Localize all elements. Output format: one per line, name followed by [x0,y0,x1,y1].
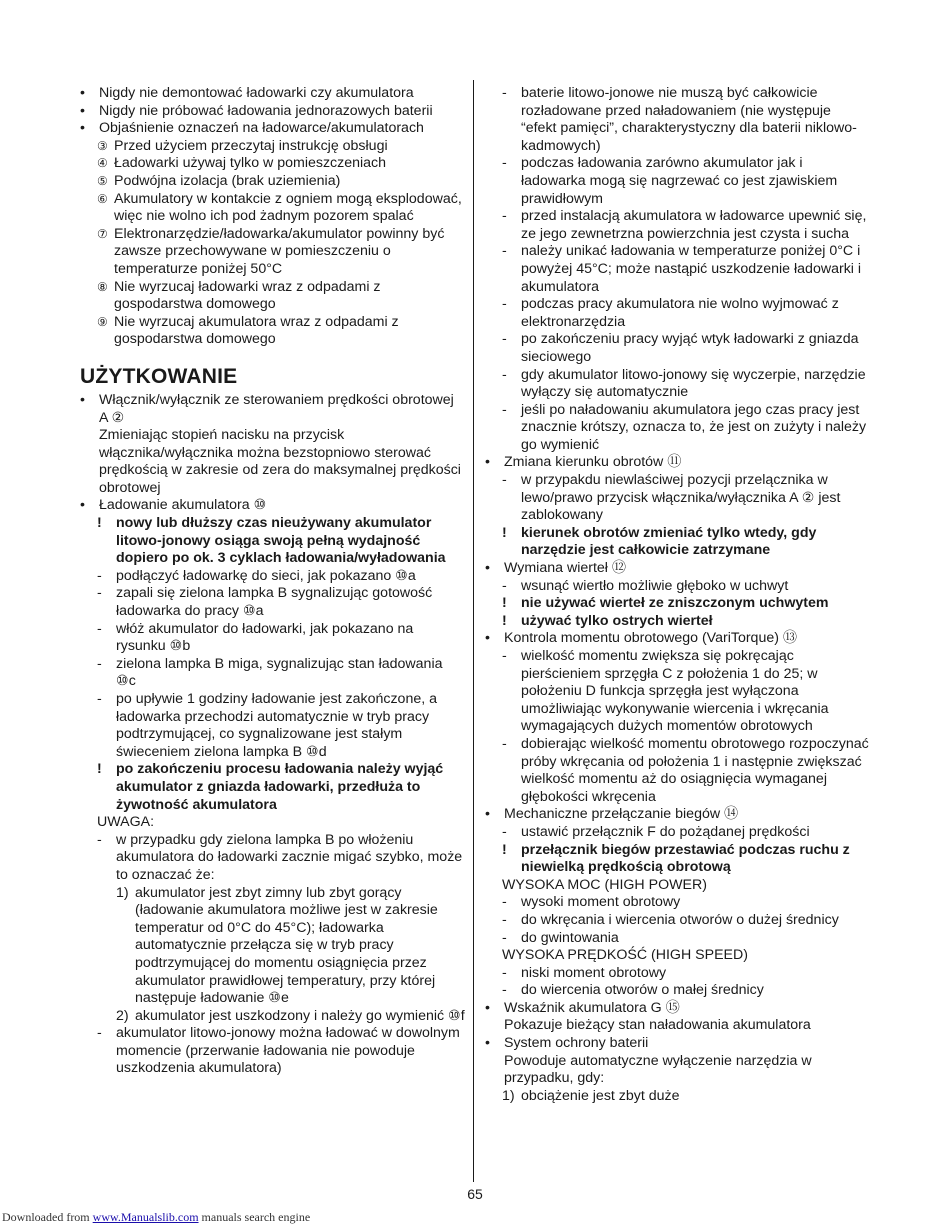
list-item: - gdy akumulator litowo-jonowy się wyczerpie, narzędzie wyłączy się automatycznie [502,366,866,401]
list-item: • Wymiana wierteł ⑫ [485,560,627,577]
warning-item: ! używać tylko ostrych wierteł [502,612,713,629]
list-item: - po upływie 1 godziny ładowanie jest zakończone, a ładowarka przechodzi automatycznie w tryb pracy podtrzymującej, co sygnalizowane jest stałym świeceniem zielona lampka B ⑩d [97,691,437,760]
list-item: - dobierając wielkość momentu obrotowego rozpoczynać próby wkręcania od położenia 1 i następnie zwiększać wielkość momentu aż do osiągnięcia wymaganej głębokości wkręcenia [502,735,869,805]
list-item: - jeśli po naładowaniu akumulatora jego czas pracy jest znacznie krótszy, oznacza to, że jest on zużyty i należy go wymienić [502,401,867,453]
symbol-item: ⑤ Podwójna izolacja (brak uziemienia) [97,172,341,189]
list-item: • Nigdy nie próbować ładowania jednorazowych baterii [80,102,433,119]
page-number: 65 [467,1186,483,1202]
list-item: - zapali się zielona lampka B sygnalizując gotowość ładowarka do pracy ⑩a [97,585,433,620]
list-item: • Wskaźnik akumulatora G ⑮ Pokazuje bieżący stan naładowania akumulatora [485,999,811,1034]
manualslib-link[interactable]: www.Manualslib.com [92,1210,199,1224]
left-column [80,85,465,1078]
list-item: - przed instalacją akumulatora w ładowarce upewnić się, ze jego zewnetrzna powierzchnia jest czysta i sucha [502,208,867,242]
list-item: - włóż akumulator do ładowarki, jak pokazano na rysunku ⑩b [97,620,414,655]
list-item: • Objaśnienie oznaczeń na ładowarce/akumulatorach [80,120,424,137]
numbered-item: 1) obciążenie jest zbyt duże [502,1087,680,1104]
list-item: • Zmiana kierunku obrotów ⑪ [485,454,682,471]
column-divider [473,80,474,1182]
high-power-label: WYSOKA MOC (HIGH POWER) [502,876,707,893]
list-item: - wsunąć wiertło możliwie głęboko w uchwyt [502,577,789,594]
list-item: • System ochrony baterii Powoduje automatyczne wyłączenie narzędzia w przypadku, gdy: [485,1035,812,1087]
list-item: - podczas ładowania zarówno akumulator jak i ładowarka mogą się nagrzewać co jest zjawiskiem prawidłowym [502,155,838,207]
list-item: - podłączyć ładowarkę do sieci, jak pokazano ⑩a [97,567,416,584]
symbol-item: ③ Przed użyciem przeczytaj instrukcję obsługi [97,137,388,154]
high-speed-label: WYSOKA PRĘDKOŚĆ (HIGH SPEED) [502,947,748,964]
right-column [485,85,870,1105]
warning-item: ! nowy lub dłuższy czas nieużywany akumulator litowo-jonowy osiąga swoją pełną wydajność dopiero po ok. 3 cyklach ładowania/wyładowania [97,515,446,567]
switch-description: Zmieniając stopień nacisku na przycisk włącznika/wyłącznika można bezstopniowo sterować prędkością w zakresie od zera do maksymalnej prędkości obrotowej [99,427,461,496]
list-item: • Kontrola momentu obrotowego (VariTorque) ⑬ [485,630,798,647]
numbered-item: 1) akumulator jest zbyt zimny lub zbyt gorący (ładowanie akumulatora możliwe jest w zakresie temperatur od 0°C do 45°C); ładowarka automatycznie przełącza się w tryb pracy podtrzymującej do momentu osiągnięcia przez akumulator prawidłowej temperatury, przy której następuje ładowanie ⑩e [116,884,438,1007]
symbol-item: ⑦ Elektronarzędzie/ładowarka/akumulator powinny być zawsze przechowywane w pomieszczeniu o temperaturze poniżej 50°C [97,225,445,277]
list-item: - ustawić przełącznik F do pożądanej prędkości [502,823,810,840]
list-item: - do gwintowania [502,929,619,946]
switch-title: Włącznik/wyłącznik ze sterowaniem prędkości obrotowej A ② [99,391,454,426]
list-item: - zielona lampka B miga, sygnalizując stan ładowania ⑩c [97,655,443,690]
list-item: • Nigdy nie demontować ładowarki czy akumulatora [80,85,414,101]
list-item: - należy unikać ładowania w temperaturze poniżej 0°C i powyżej 45°C; może nastąpić uszkodzenie ładowarki i akumulatora [502,243,862,295]
list-item: - niski moment obrotowy [502,964,667,981]
download-footer: Downloaded from www.Manualslib.com manuals search engine [2,1210,311,1224]
warning-item: ! nie używać wierteł ze zniszczonym uchwytem [502,595,829,612]
note-label: UWAGA: [97,814,155,831]
list-item: - akumulator litowo-jonowy można ładować w dowolnym momencie (przerwanie ładowania nie powoduje uszkodzenia akumulatora) [97,1025,460,1077]
list-item: - wysoki moment obrotowy [502,894,681,911]
numbered-item: 2) akumulator jest uszkodzony i należy go wymienić ⑩f [116,1007,465,1024]
symbol-item: ⑧ Nie wyrzucaj ładowarki wraz z odpadami z gospodarstwa domowego [97,278,381,313]
list-item: - baterie litowo-jonowe nie muszą być całkowicie rozładowane przed naładowaniem (nie występuje “efekt pamięci”, charakterystyczny dla baterii niklowo-kadmowych) [502,85,857,154]
warning-item: ! przełącznik biegów przestawiać podczas ruchu z niewielką prędkością obrotową [502,841,850,876]
symbol-item: ⑨ Nie wyrzucaj akumulatora wraz z odpadami z gospodarstwa domowego [97,313,399,348]
symbol-item: ⑥ Akumulatory w kontakcie z ogniem mogą eksplodować, więc nie wolno ich pod żadnym pozorem spalać [97,190,462,225]
list-item: - do wiercenia otworów o małej średnicy [502,982,764,999]
section-heading: UŻYTKOWANIE [80,364,238,388]
list-item: - w przypakdu niewlaściwej pozycji przelącznika w lewo/prawo przycisk włącznika/wyłącznika A ② jest zablokowany [502,472,841,524]
list-item: - podczas pracy akumulatora nie wolno wyjmować z elektronarzędzia [502,296,839,330]
list-item: - do wkręcania i wiercenia otworów o dużej średnicy [502,911,839,928]
list-item: - po zakończeniu pracy wyjąć wtyk ładowarki z gniazda sieciowego [502,331,859,365]
list-item: - wielkość momentu zwiększa się pokręcając pierścieniem sprzęgła C z położenia 1 do 25; w położeniu D funkcja sprzęgła jest wyłączona umożliwiając wykonywanie wiercenia i wkręcania wymagających dużych momentów obrotowych [502,648,829,735]
symbol-item: ④ Ładowarki używaj tylko w pomieszczeniach [97,155,387,172]
charging-title: Ładowanie akumulatora ⑩ [99,497,267,514]
warning-item: ! kierunek obrotów zmieniać tylko wtedy, gdy narzędzie jest całkowicie zatrzymane [502,524,817,559]
list-item: • Mechaniczne przełączanie biegów ⑭ [485,806,739,823]
list-item: - w przypadku gdy zielona lampka B po włożeniu akumulatora do ładowarki zacznie migać szybko, może to oznaczać że: [97,831,463,883]
list-item: • Włącznik/wyłącznik ze sterowaniem prędkości obrotowej A ② Zmieniając stopień nacisku na przycisk włącznika/wyłącznika można bezstopniowo sterować prędkością w zakresie od zera do maksymalnej prędkości obrotowej [80,391,461,496]
list-item: • Ładowanie akumulatora ⑩ [80,497,465,515]
warning-item: ! po zakończeniu procesu ładowania należy wyjąć akumulator z gniazda ładowarki, przedłuża to żywotność akumulatora [97,761,444,813]
